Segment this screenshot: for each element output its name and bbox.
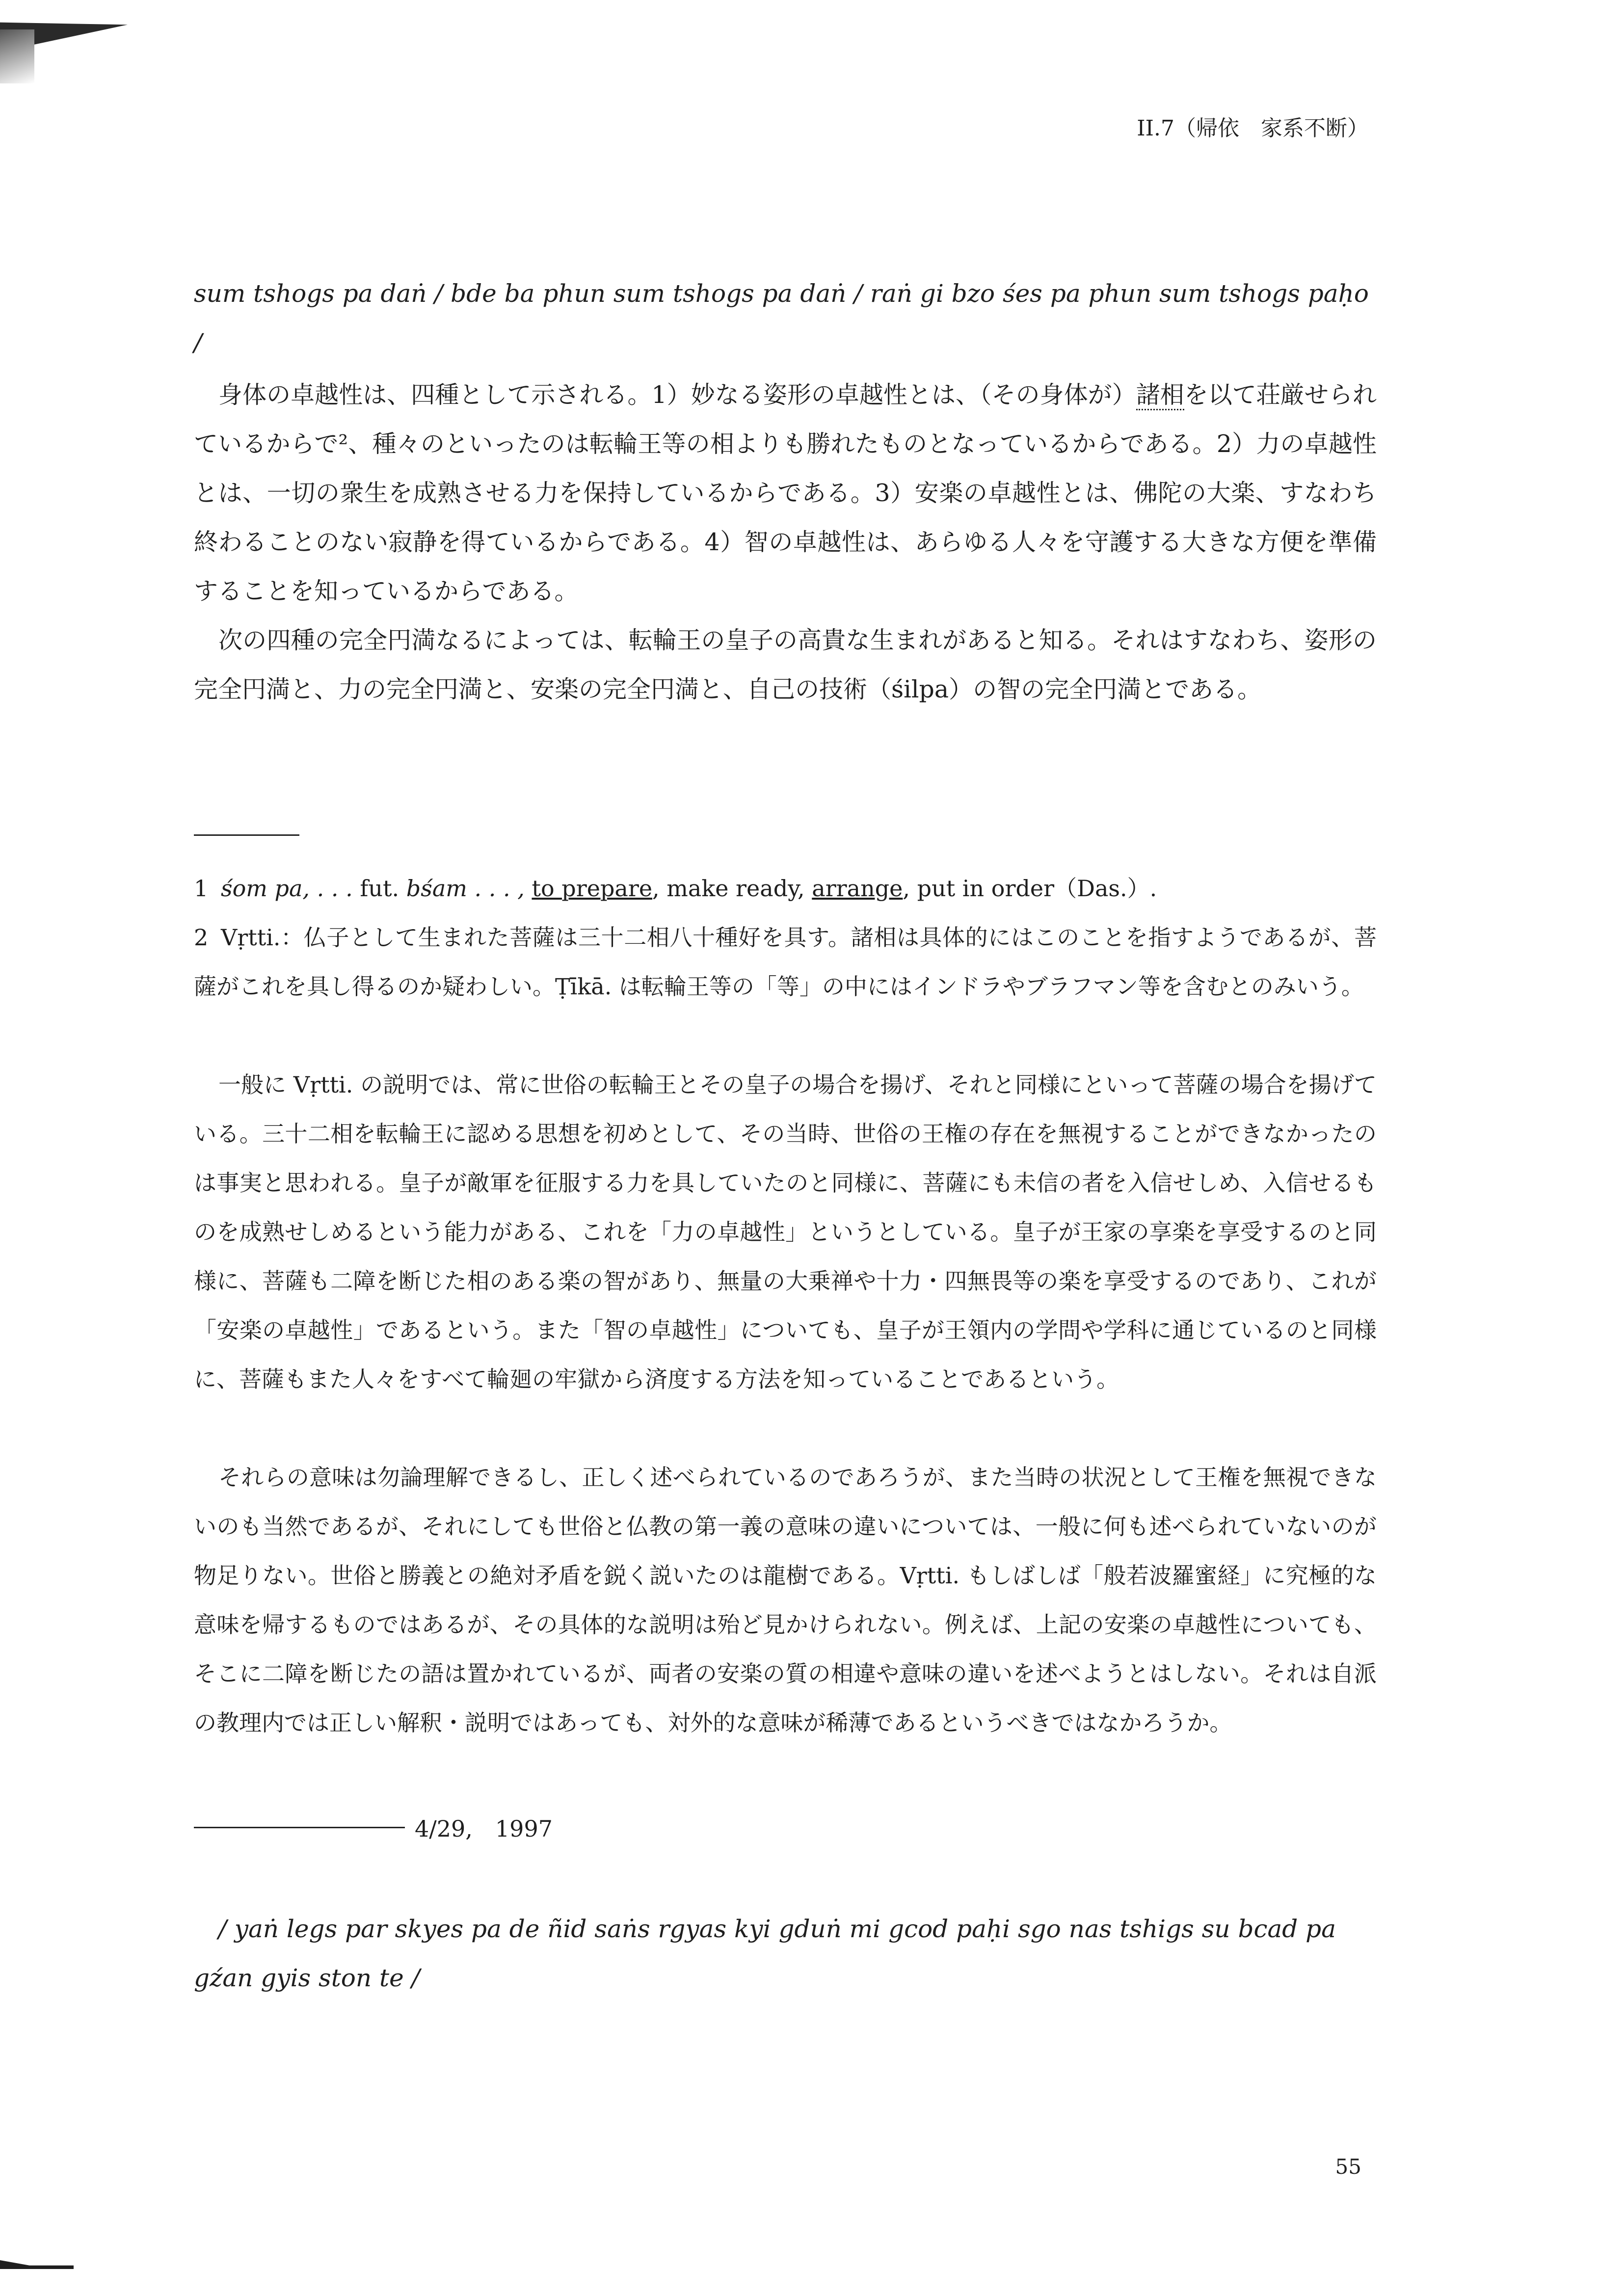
body-paragraph-1	[194, 371, 1377, 616]
running-head: II.7（帰依 家系不断）	[1137, 116, 1369, 141]
footnote-2-number: 2	[194, 924, 209, 951]
footnote-1-number: 1	[194, 875, 209, 902]
footnote-1-make-ready: , make ready,	[652, 875, 805, 902]
footnote-1-bsam: bśam . . . ,	[406, 875, 525, 902]
footnote-2-text: Vṛtti.：仏子として生まれた菩薩は三十二相八十種好を具す。諸相は具体的にはこのことを指すようであるが、菩薩がこれを具し得るのか疑わしい。Ṭīkā. は転輪王等の「等」の中にはインドラやブラフマン等を含むとのみいう。	[194, 924, 1377, 1000]
date-rule	[194, 1827, 405, 1828]
footnote-2	[194, 913, 1377, 1011]
body-paragraph-1-rest: を以て荘厳せられているからで²、種々のといったのは転輪王等の相よりも勝れたものとなっているからである。2）力の卓越性とは、一切の衆生を成熟させる力を保持しているからである。3）安楽の卓越性とは、佛陀の大楽、すなわち終わることのない寂静を得ているからである。4）智の卓越性は、あらゆる人々を守護する大きな方便を準備することを知っているからである。	[194, 381, 1377, 605]
page-number: 55	[1335, 2155, 1361, 2179]
tibetan-verse-bottom: / yaṅ legs par skyes pa de ñid saṅs rgyas kyi gduṅ mi gcod paḥi sgo nas tshigs su bcad pa gźan gyis ston te /	[194, 1915, 1336, 1992]
scan-artifact-top-left-shade	[0, 29, 34, 83]
footnote-1-term: śom pa, . . .	[221, 875, 353, 902]
date-text: 4/29, 1997	[415, 1815, 553, 1842]
body-paragraph-1-start: 身体の卓越性は、四種として示される。1）妙なる姿形の卓越性とは、（その身体が）	[218, 381, 1136, 409]
footnote-paragraph-3: 一般に Vṛtti. の説明では、常に世俗の転輪王とその皇子の場合を揚げ、それと同様にといって菩薩の場合を揚げている。三十二相を転輪王に認める思想を初めとして、その当時、世俗の王権の存在を無視することができなかったのは事実と思われる。皇子が敵軍を征服する力を具していたのと同様に、菩薩にも未信の者を入信せしめ、入信せるものを成熟せしめるという能力がある、これを「力の卓越性」というとしている。皇子が王家の享楽を享受するのと同様に、菩薩も二障を断じた相のある楽の智があり、無量の大乗禅や十力・四無畏等の楽を享受するのであり、これが「安楽の卓越性」であるという。また「智の卓越性」についても、皇子が王領内の学問や学科に通じているのと同様に、菩薩もまた人々をすべて輪廻の牢獄から済度する方法を知っていることであるという。	[194, 1071, 1377, 1392]
body-paragraph-1-dotted-term: 諸相	[1136, 381, 1184, 410]
footnote-1-rest: , put in order（Das.）.	[903, 875, 1157, 902]
footnote-1	[194, 864, 1377, 913]
date-line	[194, 1811, 553, 1843]
footnote-1-fut: fut.	[360, 875, 399, 902]
footnote-1-arrange: arrange	[812, 875, 903, 902]
footnote-paragraph-4: それらの意味は勿論理解できるし、正しく述べられているのであろうが、また当時の状況として王権を無視できないのも当然であるが、それにしても世俗と仏教の第一義の意味の違いについては、一般に何も述べられていないのが物足りない。世俗と勝義との絶対矛盾を鋭く説いたのは龍樹である。Vṛtti. もしばしば「般若波羅蜜経」に究極的な意味を帰するものではあるが、その具体的な説明は殆ど見かけられない。例えば、上記の安楽の卓越性についても、そこに二障を断じたの語は置かれているが、両者の安楽の質の相違や意味の違いを述べようとはしない。それは自派の教理内では正しい解釈・説明ではあっても、対外的な意味が稀薄であるというべきではなかろうか。	[194, 1464, 1377, 1736]
tibetan-verse-top: sum tshogs pa daṅ / bde ba phun sum tshogs pa daṅ / raṅ gi bzo śes pa phun sum tshogs paḥo /	[194, 279, 1369, 357]
footnote-1-to-prepare: to prepare	[532, 875, 653, 902]
footnote-separator	[194, 834, 299, 836]
scan-artifact-bottom-left	[0, 2260, 74, 2269]
body-paragraph-2: 次の四種の完全円満なるによっては、転輪王の皇子の高貴な生まれがあると知る。それはすなわち、姿形の完全円満と、力の完全円満と、安楽の完全円満と、自己の技術（śilpa）の智の完全円満とである。	[194, 626, 1377, 703]
